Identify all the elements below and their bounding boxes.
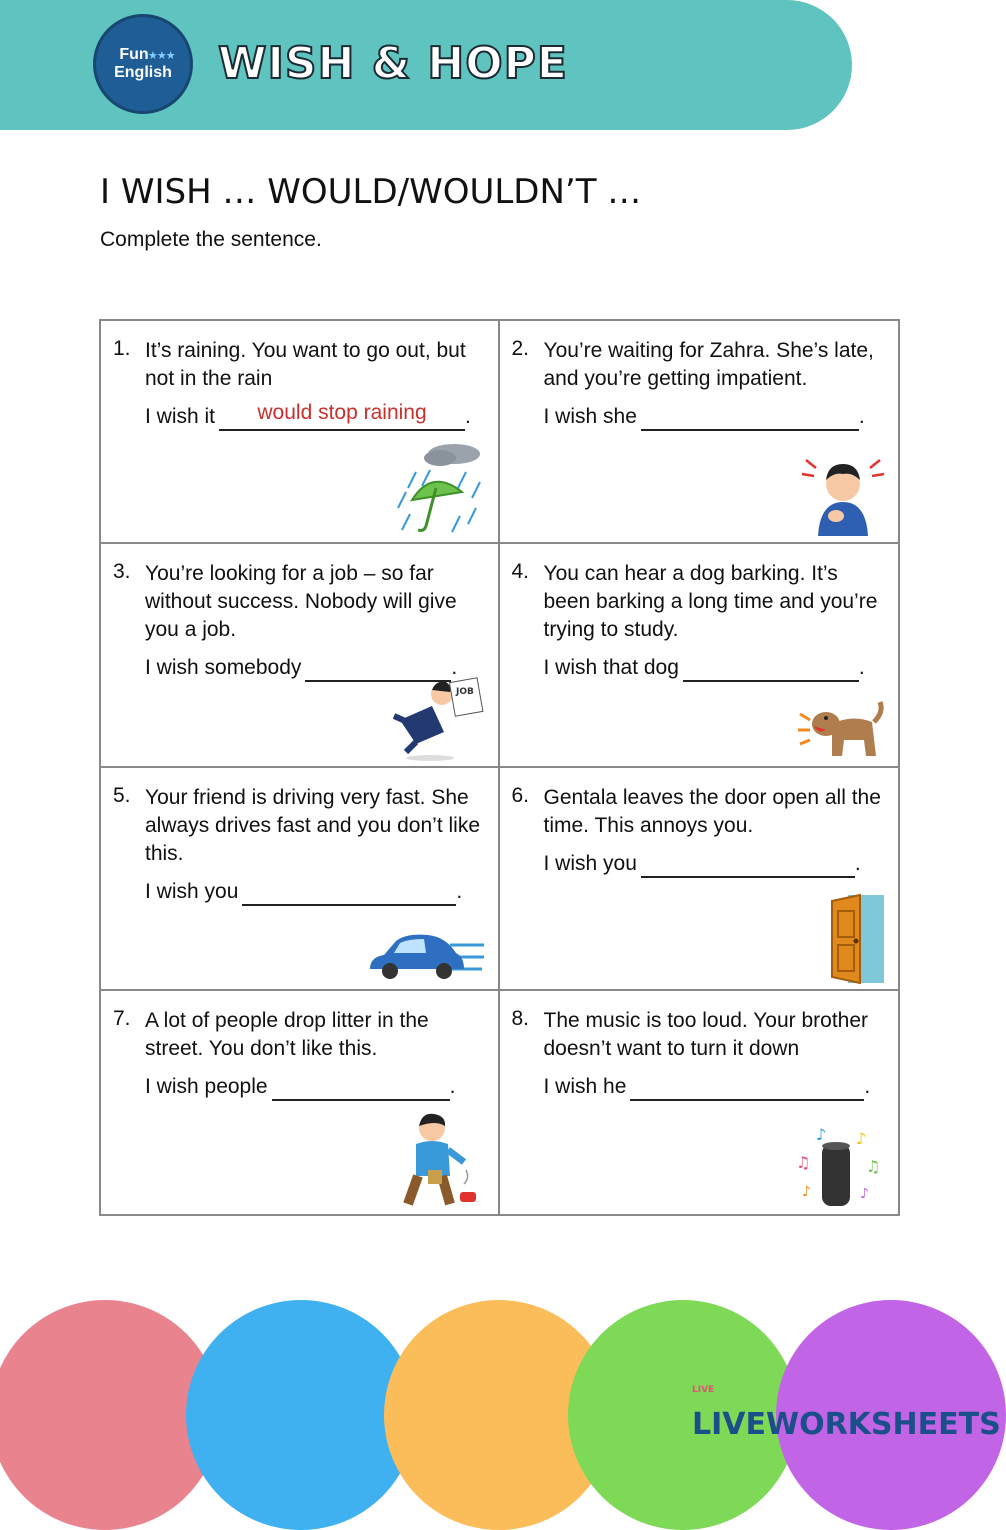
item-prompt: Your friend is driving very fast. She always drives fast and you don’t like this. bbox=[145, 785, 481, 865]
job-seeker-icon bbox=[386, 676, 486, 762]
rain-umbrella-icon bbox=[396, 442, 486, 538]
exercise-item-8 bbox=[500, 991, 899, 1214]
exercise-grid bbox=[99, 319, 900, 1216]
item-number: 7. bbox=[113, 1006, 131, 1030]
litter-dropper-icon bbox=[390, 1110, 486, 1210]
wish-sentence bbox=[145, 878, 484, 906]
sentence-end: . bbox=[858, 405, 865, 428]
sentence-end: . bbox=[449, 1074, 456, 1098]
exercise-item-4 bbox=[500, 544, 899, 767]
item-prompt: You can hear a dog barking. It’s been barking a long time and you’re trying to study. bbox=[543, 562, 878, 642]
stars-icon: ★★★ bbox=[148, 50, 175, 62]
answer-blank[interactable] bbox=[219, 401, 465, 431]
wish-stem: I wish that dog bbox=[543, 656, 679, 680]
instructions: Complete the sentence. bbox=[100, 228, 322, 251]
speeding-car-icon bbox=[366, 929, 486, 985]
wish-stem: I wish somebody bbox=[145, 656, 302, 680]
item-prompt: A lot of people drop litter in the street. You don’t like this. bbox=[145, 1008, 429, 1060]
item-number: 1. bbox=[113, 337, 131, 360]
wish-stem: I wish you bbox=[145, 879, 239, 903]
wish-stem: I wish people bbox=[145, 1074, 268, 1098]
exercise-item-5 bbox=[101, 768, 500, 991]
item-number: 2. bbox=[511, 337, 530, 360]
svg-text:♪: ♪ bbox=[816, 1125, 827, 1144]
exercise-item-7 bbox=[101, 991, 500, 1214]
wish-sentence bbox=[544, 850, 885, 878]
item-number: 4. bbox=[511, 560, 530, 584]
wish-stem: I wish he bbox=[543, 1074, 627, 1098]
loud-speaker-icon bbox=[794, 1126, 886, 1210]
item-number: 3. bbox=[113, 560, 131, 584]
wish-sentence bbox=[544, 403, 885, 431]
page-title: WISH & HOPE bbox=[218, 38, 568, 89]
item-number: 5. bbox=[113, 783, 131, 807]
wish-sentence bbox=[145, 1073, 484, 1101]
sentence-end: . bbox=[864, 1074, 871, 1098]
impatient-man-icon bbox=[800, 450, 886, 538]
sentence-end: . bbox=[854, 851, 861, 875]
item-prompt: The music is too loud. Your brother doesn’t want to turn it down bbox=[543, 1008, 869, 1060]
wish-sentence bbox=[145, 403, 484, 431]
wish-sentence bbox=[544, 1073, 885, 1101]
wish-sentence bbox=[544, 654, 885, 682]
logo-line1: Fun bbox=[119, 46, 149, 63]
item-prompt: It’s raining. You want to go out, but not in the rain bbox=[145, 339, 466, 390]
item-prompt: Gentala leaves the door open all the time. This annoys you. bbox=[543, 785, 881, 837]
answer-blank[interactable] bbox=[683, 656, 859, 682]
item-number: 8. bbox=[511, 1006, 530, 1030]
answer-blank[interactable] bbox=[641, 852, 855, 878]
exercise-item-2 bbox=[500, 321, 899, 544]
logo-line2: English bbox=[114, 64, 172, 81]
answer-blank[interactable] bbox=[641, 405, 859, 431]
barking-dog-icon bbox=[796, 694, 886, 762]
answer-blank[interactable] bbox=[272, 1075, 450, 1101]
decor-circle-blue bbox=[186, 1300, 416, 1530]
exercise-item-1 bbox=[101, 321, 500, 544]
section-title: I WISH … WOULD/WOULDN’T … bbox=[100, 172, 642, 212]
sentence-end: . bbox=[451, 656, 458, 680]
answer-text: would stop raining bbox=[257, 401, 427, 424]
answer-blank[interactable] bbox=[630, 1075, 864, 1101]
open-door-icon bbox=[828, 893, 886, 985]
svg-text:♪: ♪ bbox=[860, 1186, 869, 1202]
item-number: 6. bbox=[511, 783, 530, 807]
brand-text: LIVEWORKSHEETS bbox=[692, 1407, 1001, 1442]
liveworksheets-brand bbox=[692, 1372, 1001, 1442]
answer-blank[interactable] bbox=[242, 880, 456, 906]
wish-stem: I wish she bbox=[543, 405, 637, 428]
job-sign-text: JOB bbox=[455, 686, 474, 697]
svg-text:♫: ♫ bbox=[796, 1153, 811, 1172]
svg-text:♫: ♫ bbox=[866, 1157, 881, 1176]
wish-stem: I wish you bbox=[543, 851, 637, 875]
svg-text:♪: ♪ bbox=[856, 1129, 867, 1148]
item-prompt: You’re looking for a job – so far without success. Nobody will give you a job. bbox=[145, 562, 457, 642]
sentence-end: . bbox=[456, 879, 463, 903]
sentence-end: . bbox=[858, 656, 865, 680]
exercise-item-3 bbox=[101, 544, 500, 767]
svg-text:♪: ♪ bbox=[802, 1184, 811, 1200]
item-prompt: You’re waiting for Zahra. She’s late, and you’re getting impatient. bbox=[543, 339, 874, 390]
sentence-end: . bbox=[465, 405, 471, 428]
wish-stem: I wish it bbox=[145, 405, 216, 428]
brand-mark: LIVE bbox=[692, 1385, 715, 1395]
exercise-item-6 bbox=[500, 768, 899, 991]
fun-english-logo bbox=[93, 14, 193, 114]
